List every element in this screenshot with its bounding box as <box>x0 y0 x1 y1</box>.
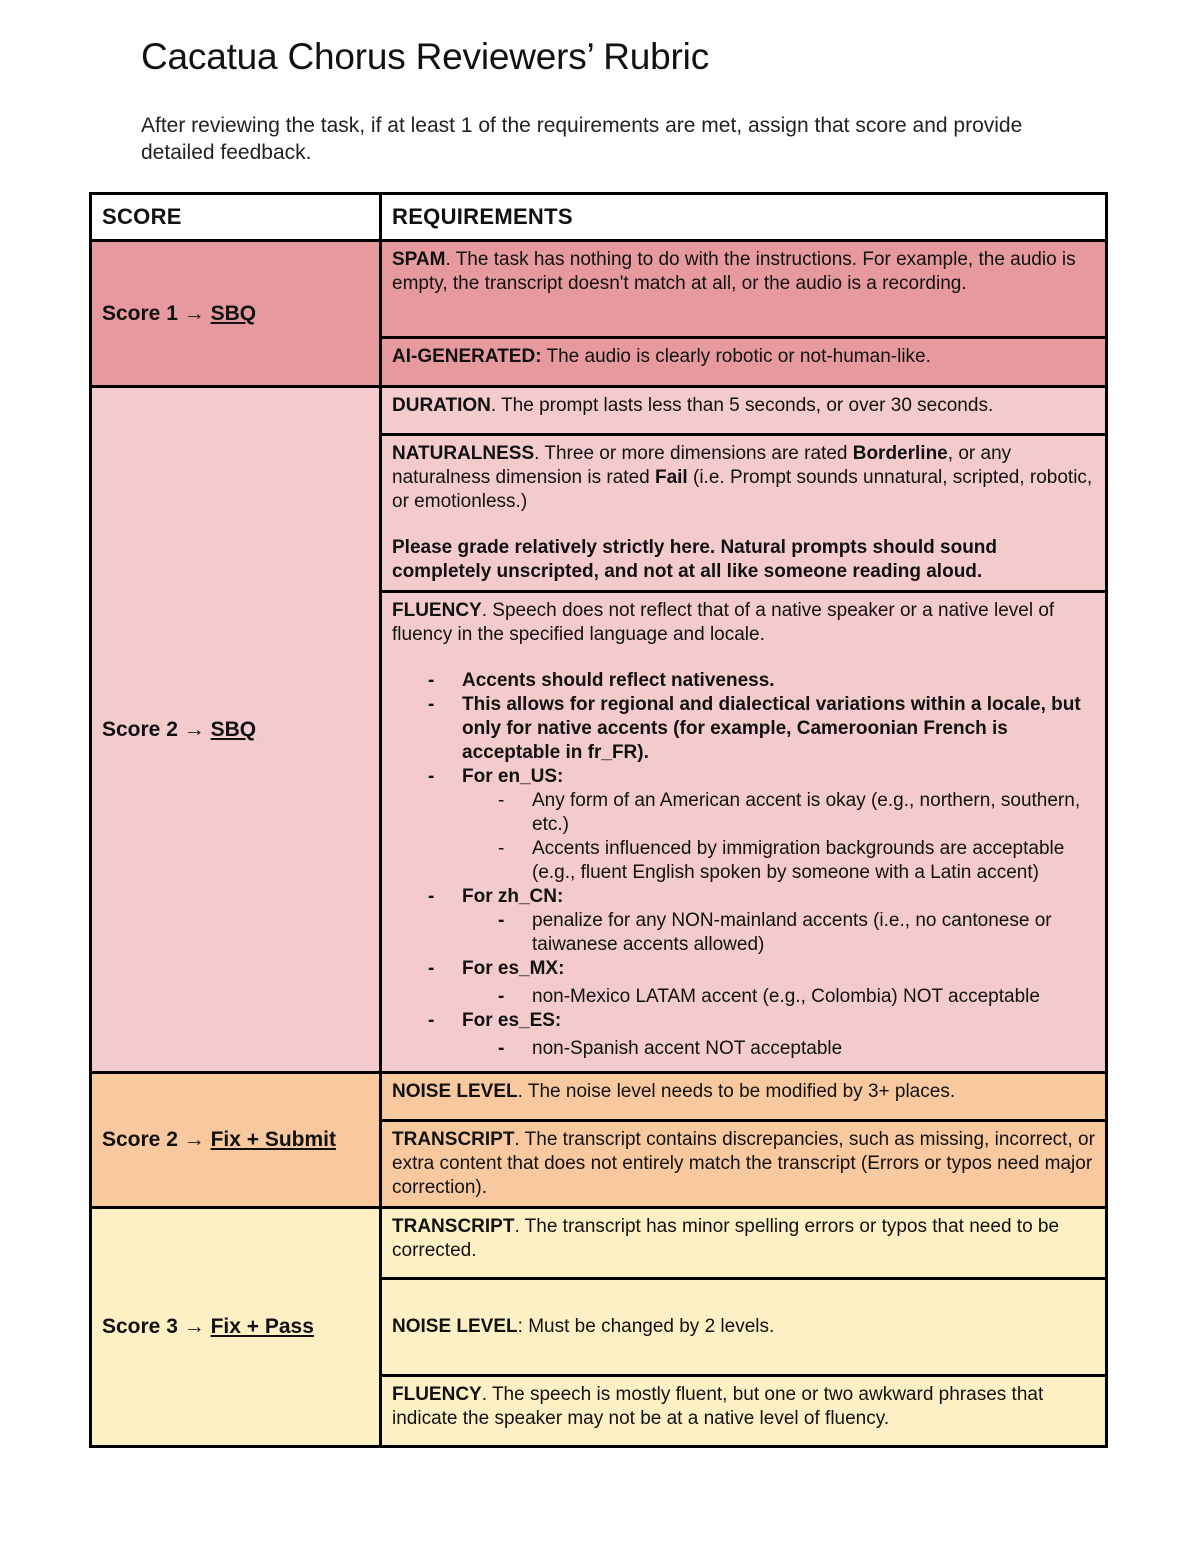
requirement-text: . The task has nothing to do with the instructions. For example, the audio is empty, the transcript doesn't match at all, or the audio is a recording. <box>392 249 1076 294</box>
requirement-text: . The transcript has minor spelling errors or typos that need to be corrected. <box>392 1216 1060 1261</box>
score-outcome: Fix + Submit <box>210 1128 336 1151</box>
header-row <box>91 194 1107 241</box>
score-outcome: SBQ <box>210 301 257 325</box>
requirement-label: TRANSCRIPT <box>392 1216 515 1237</box>
sub-list <box>462 985 1095 1009</box>
requirement-label: NATURALNESS <box>392 443 535 464</box>
requirement-label: NOISE LEVEL <box>392 1081 518 1102</box>
score-1-sbq-cell <box>91 241 381 387</box>
requirement-text: , or any naturalness dimension is rated <box>392 443 1012 488</box>
score-header: SCORE <box>91 194 381 241</box>
list-item <box>392 885 1095 957</box>
rubric-table <box>89 192 1108 1448</box>
requirement-text: . The transcript contains discrepancies, such as missing, incorrect, or extra content that does not entirely match the transcript (Errors or typos need major correction). <box>392 1129 1095 1198</box>
requirement-label: TRANSCRIPT <box>392 1129 515 1150</box>
requirement-label: AI-GENERATED: <box>392 346 542 367</box>
naturalness-note: Please grade relatively strictly here. Natural prompts should sound completely unscripted, and not at all like someone reading aloud. <box>392 537 998 582</box>
table-row <box>91 1208 1107 1279</box>
list-item: - This allows for regional and dialectical variations within a locale, but only for native accents (for example, Cameroonian French is acceptable in fr_FR). <box>392 693 1095 765</box>
score-2-sbq-cell <box>91 387 381 1073</box>
requirement-text: : Must be changed by 2 levels. <box>517 1316 775 1337</box>
requirement-text: . Speech does not reflect that of a native speaker or a native level of fluency in the specified language and locale. <box>392 600 1055 645</box>
sub-list-item: - non-Spanish accent NOT acceptable <box>462 1037 1095 1061</box>
requirement-text: (i.e. Prompt sounds unnatural, scripted, robotic, or emotionless.) <box>392 467 1093 512</box>
list-item <box>392 957 1095 1009</box>
list-item <box>392 765 1095 885</box>
sub-list-item: - non-Mexico LATAM accent (e.g., Colombia) NOT acceptable <box>462 985 1095 1009</box>
sub-list <box>462 789 1095 885</box>
noise-level-requirement <box>381 1073 1107 1121</box>
requirements-header: REQUIREMENTS <box>381 194 1107 241</box>
noise-level-minor-requirement <box>381 1279 1107 1376</box>
requirement-text: The audio is clearly robotic or not-human-like. <box>541 346 931 367</box>
ai-generated-requirement <box>381 338 1107 387</box>
score-prefix: Score 2 → <box>102 1128 211 1151</box>
locale-label: For es_ES: <box>462 1010 562 1031</box>
table-row <box>91 1073 1107 1121</box>
sub-list <box>462 909 1095 957</box>
locale-label: For es_MX: <box>462 958 565 979</box>
requirement-label: NOISE LEVEL <box>392 1316 518 1337</box>
fail-label: Fail <box>654 467 688 488</box>
requirement-label: FLUENCY <box>392 1384 482 1405</box>
intro-text: After reviewing the task, if at least 1 of the requirements are met, assign that score and provide detailed feedback. <box>141 114 1023 164</box>
duration-requirement <box>381 387 1107 435</box>
score-3-fix-pass-cell <box>91 1208 381 1447</box>
score-prefix: Score 3 → <box>102 1315 211 1338</box>
table-row <box>91 387 1107 435</box>
score-outcome: SBQ <box>210 717 257 741</box>
list-item: - Accents should reflect nativeness. <box>392 669 1095 693</box>
fluency-minor-requirement <box>381 1376 1107 1447</box>
spam-requirement <box>381 241 1107 338</box>
score-outcome: Fix + Pass <box>210 1315 314 1338</box>
fluency-bullet-list <box>392 669 1095 1061</box>
naturalness-requirement <box>381 435 1107 592</box>
sub-list-item: - penalize for any NON-mainland accents (i.e., no cantonese or taiwanese accents allowed) <box>462 909 1095 957</box>
transcript-requirement <box>381 1121 1107 1208</box>
sub-list-item: - Accents influenced by immigration backgrounds are acceptable (e.g., fluent English spoken by someone with a Latin accent) <box>462 837 1095 885</box>
score-prefix: Score 2 → <box>102 717 211 741</box>
page-title: Cacatua Chorus Reviewers’ Rubric <box>141 36 710 77</box>
requirement-text: . The speech is mostly fluent, but one or two awkward phrases that indicate the speaker may not be at a native level of fluency. <box>392 1384 1044 1429</box>
transcript-minor-requirement <box>381 1208 1107 1279</box>
requirement-text: . The prompt lasts less than 5 seconds, or over 30 seconds. <box>490 395 994 416</box>
requirement-label: FLUENCY <box>392 600 482 621</box>
list-item <box>392 1009 1095 1061</box>
sub-list <box>462 1037 1095 1061</box>
fluency-requirement <box>381 592 1107 1073</box>
requirement-text: . Three or more dimensions are rated <box>534 443 853 464</box>
requirement-text: . The noise level needs to be modified by 3+ places. <box>517 1081 956 1102</box>
fluency-text <box>392 599 1095 647</box>
requirement-label: SPAM <box>392 249 446 270</box>
table-row <box>91 241 1107 338</box>
sub-list-item: - Any form of an American accent is okay (e.g., northern, southern, etc.) <box>462 789 1095 837</box>
locale-label: For en_US: <box>462 766 564 787</box>
naturalness-text <box>392 442 1095 514</box>
locale-label: For zh_CN: <box>462 886 564 907</box>
score-prefix: Score 1 → <box>102 301 211 325</box>
score-2-fix-submit-cell <box>91 1073 381 1208</box>
borderline-label: Borderline <box>852 443 948 464</box>
requirement-label: DURATION <box>392 395 491 416</box>
